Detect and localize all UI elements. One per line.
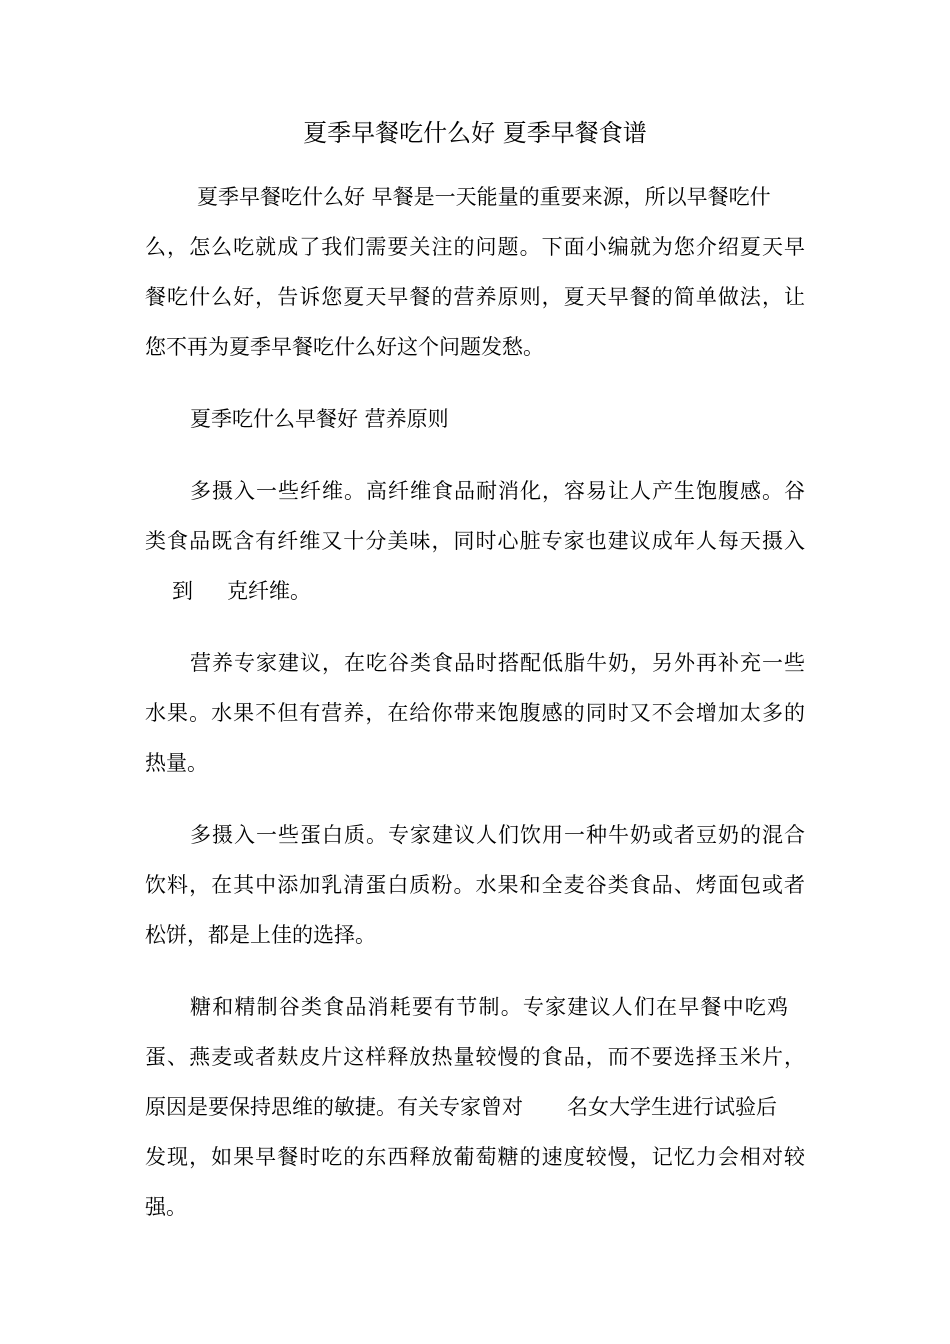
sugar-line-3-part-a: 原因是要保持思维的敏捷。有关专家曾对 (145, 1095, 523, 1119)
intro-line-2: 么，怎么吃就成了我们需要关注的问题。下面小编就为您介绍夏天早 (145, 235, 805, 259)
sugar-line-1: 糖和精制谷类食品消耗要有节制。专家建议人们在早餐中吃鸡 (190, 995, 788, 1019)
fiber-line-1: 多摄入一些纤维。高纤维食品耐消化，容易让人产生饱腹感。谷 (190, 479, 805, 503)
protein-line-2: 饮料，在其中添加乳清蛋白质粉。水果和全麦谷类食品、烤面包或者 (145, 873, 805, 897)
fruit-line-3: 热量。 (145, 751, 208, 775)
intro-line-1: 夏季早餐吃什么好 早餐是一天能量的重要来源，所以早餐吃什 (197, 185, 771, 209)
sugar-line-5: 强。 (145, 1195, 187, 1219)
intro-line-4: 您不再为夏季早餐吃什么好这个问题发愁。 (145, 335, 544, 359)
document-title: 夏季早餐吃什么好 夏季早餐食谱 (303, 119, 647, 147)
section-heading: 夏季吃什么早餐好 营养原则 (190, 407, 449, 431)
fruit-line-1: 营养专家建议，在吃谷类食品时搭配低脂牛奶，另外再补充一些 (190, 651, 805, 675)
fruit-line-2: 水果。水果不但有营养，在给你带来饱腹感的同时又不会增加太多的 (145, 701, 805, 725)
sugar-line-3-part-b: 名女大学生进行试验后 (567, 1095, 777, 1119)
sugar-line-2: 蛋、燕麦或者麸皮片这样释放热量较慢的食品，而不要选择玉米片， (145, 1045, 805, 1069)
protein-line-3: 松饼，都是上佳的选择。 (145, 923, 376, 947)
sugar-line-4: 发现，如果早餐时吃的东西释放葡萄糖的速度较慢，记忆力会相对较 (145, 1145, 805, 1169)
fiber-line-3 (172, 574, 311, 608)
protein-line-1: 多摄入一些蛋白质。专家建议人们饮用一种牛奶或者豆奶的混合 (190, 823, 805, 847)
sugar-line-3 (145, 1090, 777, 1124)
intro-line-3: 餐吃什么好，告诉您夏天早餐的营养原则，夏天早餐的简单做法，让 (145, 285, 805, 309)
fiber-line-3-part-a: 到 (172, 579, 193, 603)
fiber-line-2: 类食品既含有纤维又十分美味，同时心脏专家也建议成年人每天摄入 (145, 529, 805, 553)
fiber-line-3-part-b: 克纤维。 (227, 579, 311, 603)
